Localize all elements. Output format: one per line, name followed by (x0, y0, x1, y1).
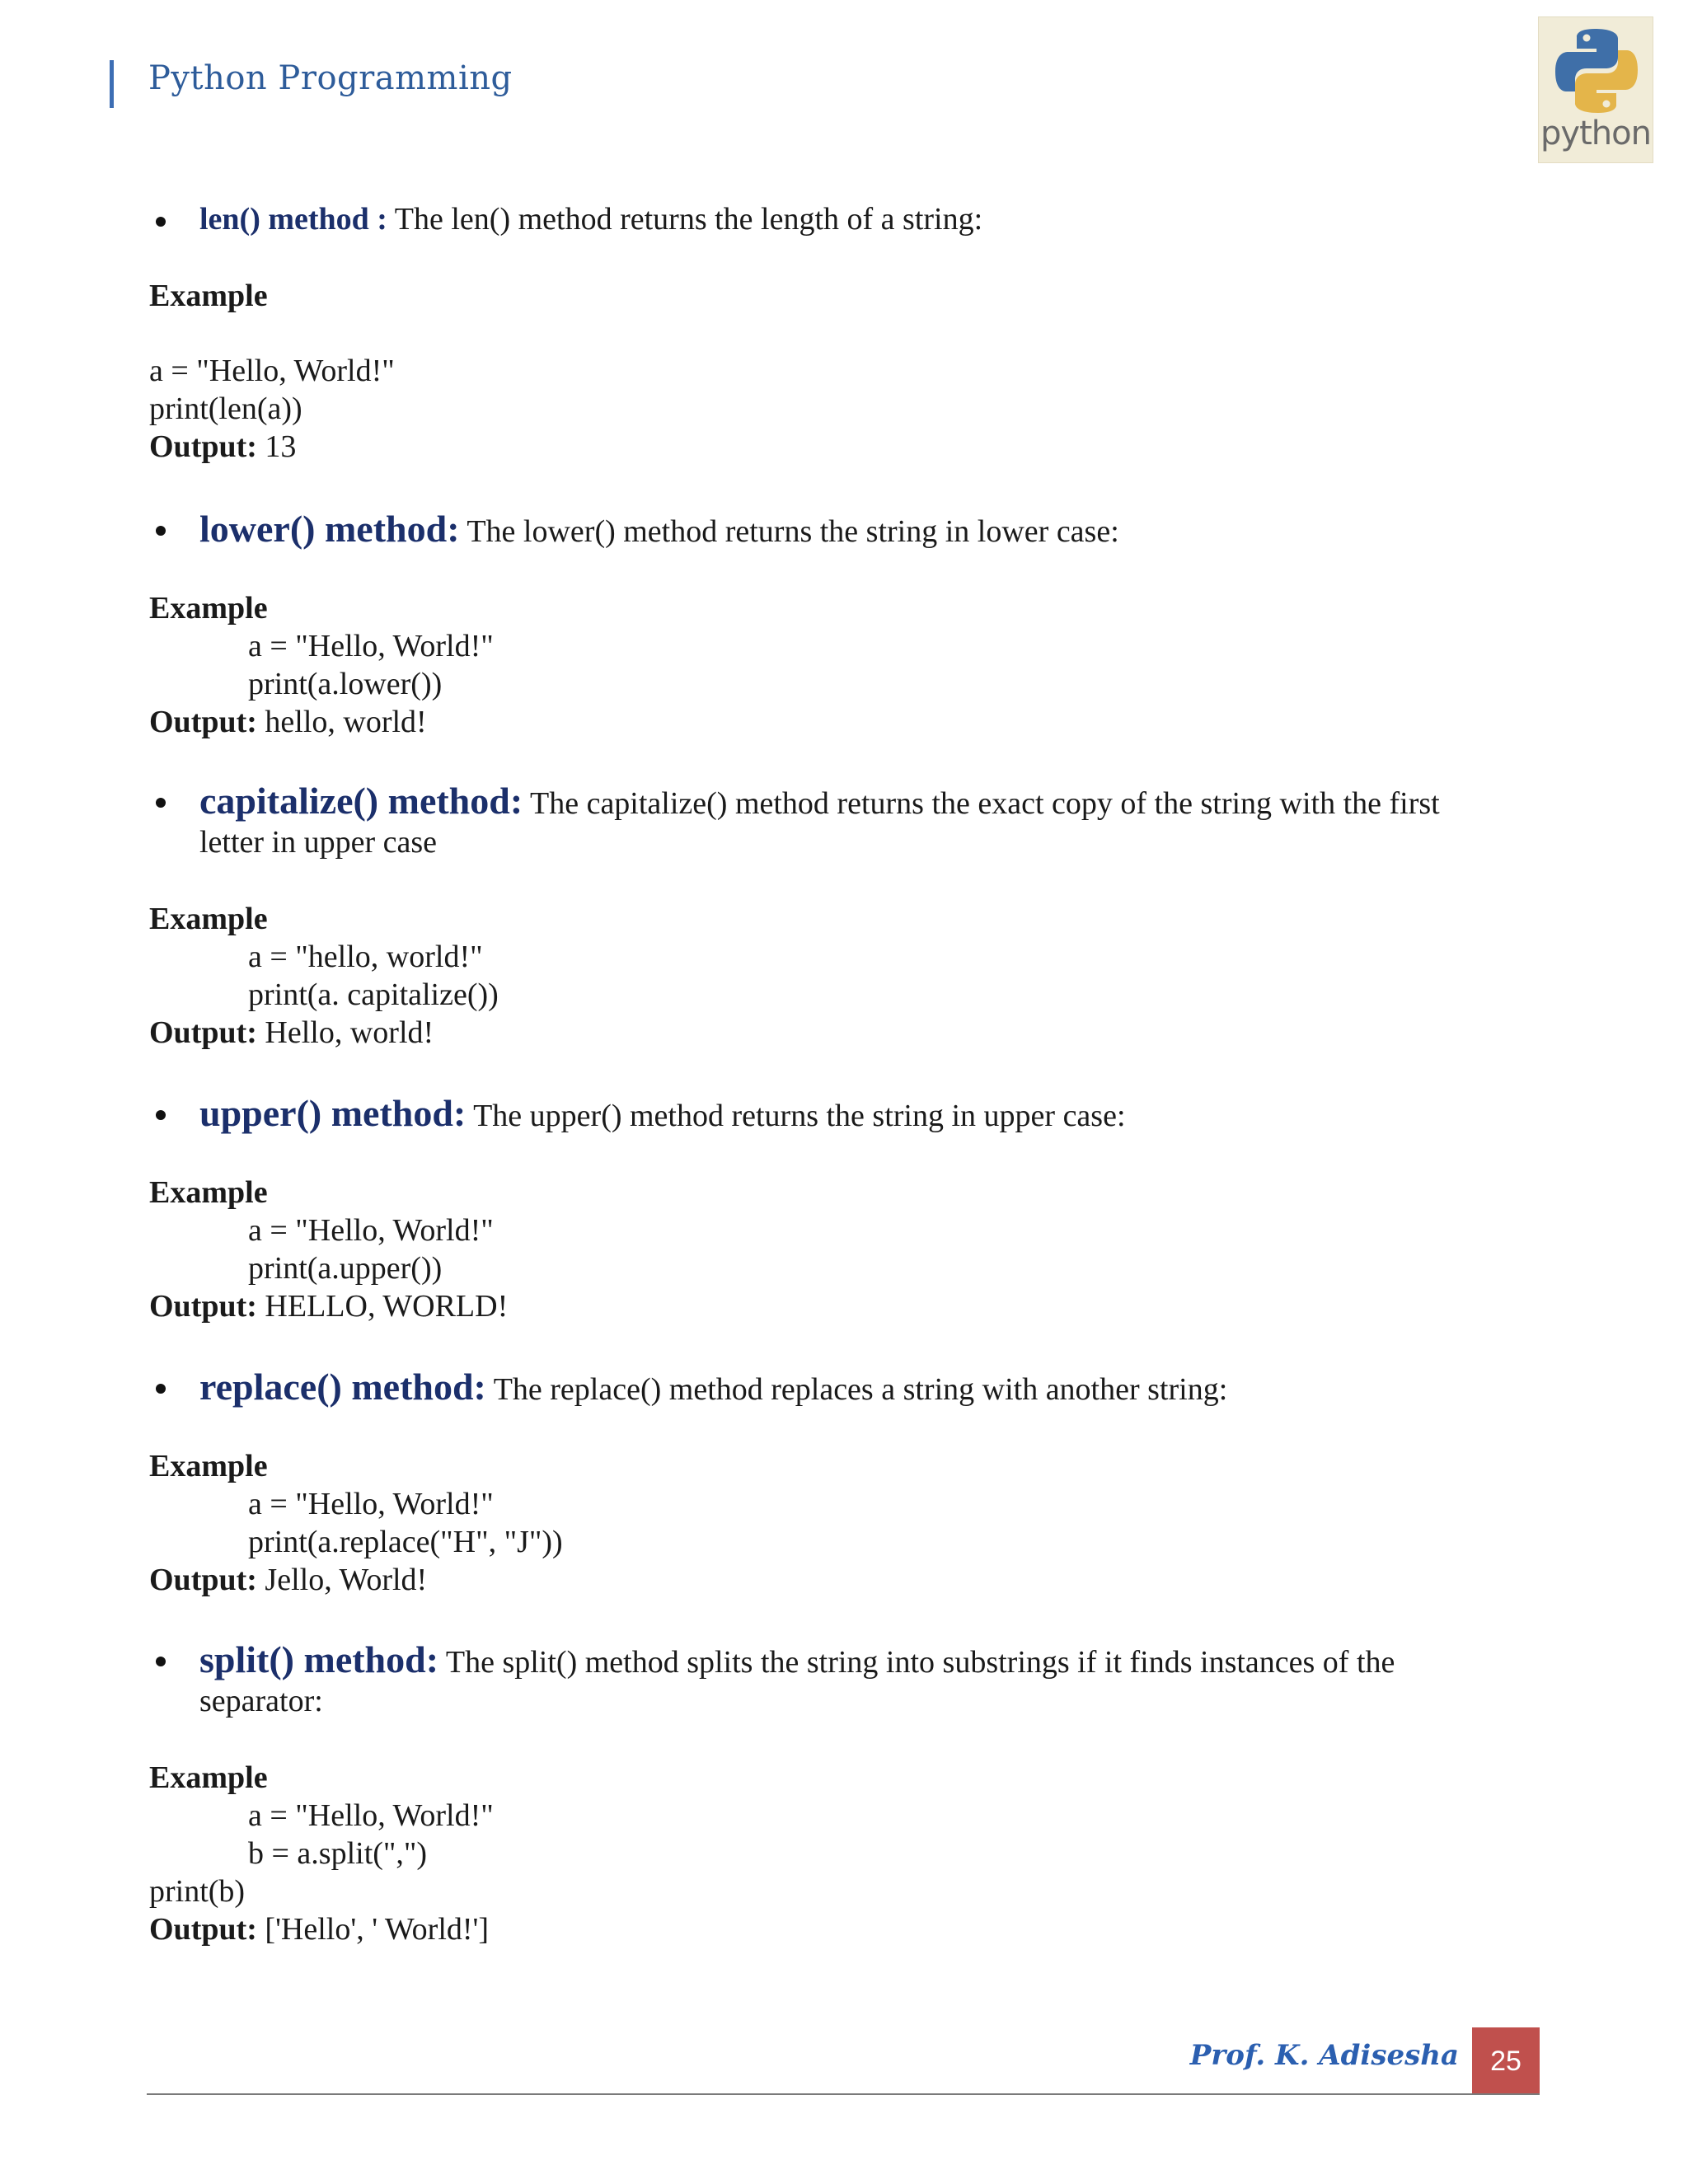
example-label-len: Example (149, 279, 268, 313)
output-label: Output: (149, 1563, 257, 1597)
code-line-split-2: b = a.split(",") (248, 1836, 428, 1871)
method-description-capitalize-2: letter in upper case (199, 825, 438, 860)
bullet-dot (156, 1384, 166, 1394)
output-value-upper: HELLO, WORLD! (265, 1289, 509, 1324)
python-logo (1538, 16, 1653, 163)
example-label-lower: Example (149, 591, 268, 626)
output-value-capitalize: Hello, world! (265, 1015, 434, 1050)
method-name-split: split() method: (199, 1638, 439, 1680)
code-line-lower-1: a = "Hello, World!" (248, 629, 494, 663)
code-line-replace-2: print(a.replace("H", "J")) (248, 1525, 563, 1559)
code-line-capitalize-2: print(a. capitalize()) (248, 977, 499, 1012)
bullet-dot (156, 1657, 166, 1666)
code-line-capitalize-1: a = "hello, world!" (248, 940, 483, 974)
output-line-capitalize (149, 1014, 1564, 1052)
output-value-lower: hello, world! (265, 705, 427, 739)
method-description-lower: The lower() method returns the string in lower case: (467, 514, 1119, 549)
example-label-capitalize: Example (149, 902, 268, 936)
code-line-split-1: a = "Hello, World!" (248, 1798, 494, 1833)
bullet-len (149, 200, 1564, 239)
section-len (149, 200, 1564, 466)
section-capitalize (149, 781, 1564, 1052)
code-line-lower-2: print(a.lower()) (248, 667, 443, 701)
code-line-split-3: print(b) (149, 1874, 246, 1909)
footer-divider (147, 2093, 1540, 2095)
method-description-capitalize: The capitalize() method returns the exact copy of the string with the first (530, 786, 1440, 821)
bullet-dot (156, 217, 166, 227)
output-label: Output: (149, 1912, 257, 1947)
section-split (149, 1640, 1564, 1948)
code-line-upper-2: print(a.upper()) (248, 1251, 443, 1286)
output-value-split: ['Hello', ' World!'] (265, 1912, 490, 1947)
bullet-split (149, 1640, 1564, 1682)
output-line-lower (149, 703, 1564, 741)
section-replace (149, 1367, 1564, 1599)
page-header-title: Python Programming (148, 59, 513, 97)
python-logo-text: python (1540, 115, 1651, 152)
bullet-upper (149, 1094, 1564, 1136)
output-label: Output: (149, 1015, 257, 1050)
output-line-replace (149, 1561, 1564, 1599)
method-name-capitalize: capitalize() method: (199, 780, 523, 822)
footer-author: Prof. K. Adisesha (1189, 2039, 1459, 2072)
section-upper (149, 1094, 1564, 1325)
code-line-len-1: a = "Hello, World!" (149, 354, 395, 388)
section-lower (149, 509, 1564, 741)
method-description-split: The split() method splits the string into substrings if it finds instances of the (445, 1645, 1395, 1680)
python-snakes-icon (1550, 26, 1643, 116)
code-line-upper-1: a = "Hello, World!" (248, 1213, 494, 1248)
bullet-lower (149, 509, 1564, 551)
method-description-upper: The upper() method returns the string in upper case: (473, 1099, 1126, 1133)
bullet-capitalize (149, 781, 1564, 823)
bullet-dot (156, 526, 166, 536)
header-accent-bar (110, 60, 114, 108)
method-name-lower: lower() method: (199, 508, 460, 550)
code-line-len-2: print(len(a)) (149, 391, 302, 426)
example-label-replace: Example (149, 1449, 268, 1483)
output-label: Output: (149, 1289, 257, 1324)
bullet-dot (156, 1110, 166, 1120)
output-label: Output: (149, 429, 257, 464)
bullet-split-continued (149, 1682, 1564, 1721)
method-description-replace: The replace() method replaces a string with another string: (493, 1372, 1228, 1407)
output-line-split (149, 1910, 1564, 1948)
output-value-replace: Jello, World! (265, 1563, 428, 1597)
method-name-len: len() method : (199, 202, 387, 237)
method-name-replace: replace() method: (199, 1366, 486, 1408)
method-description-split-2: separator: (199, 1684, 323, 1718)
page-number: 25 (1490, 2045, 1522, 2077)
output-label: Output: (149, 705, 257, 739)
page-number-box (1472, 2027, 1540, 2095)
example-label-split: Example (149, 1760, 268, 1795)
output-value-len: 13 (265, 429, 297, 464)
method-name-upper: upper() method: (199, 1092, 467, 1134)
bullet-capitalize-continued (149, 823, 1564, 862)
example-label-upper: Example (149, 1175, 268, 1210)
bullet-dot (156, 798, 166, 808)
output-line-len (149, 428, 1564, 466)
method-description-len: The len() method returns the length of a string: (394, 202, 983, 237)
bullet-replace (149, 1367, 1564, 1409)
code-line-replace-1: a = "Hello, World!" (248, 1487, 494, 1521)
output-line-upper (149, 1287, 1564, 1325)
